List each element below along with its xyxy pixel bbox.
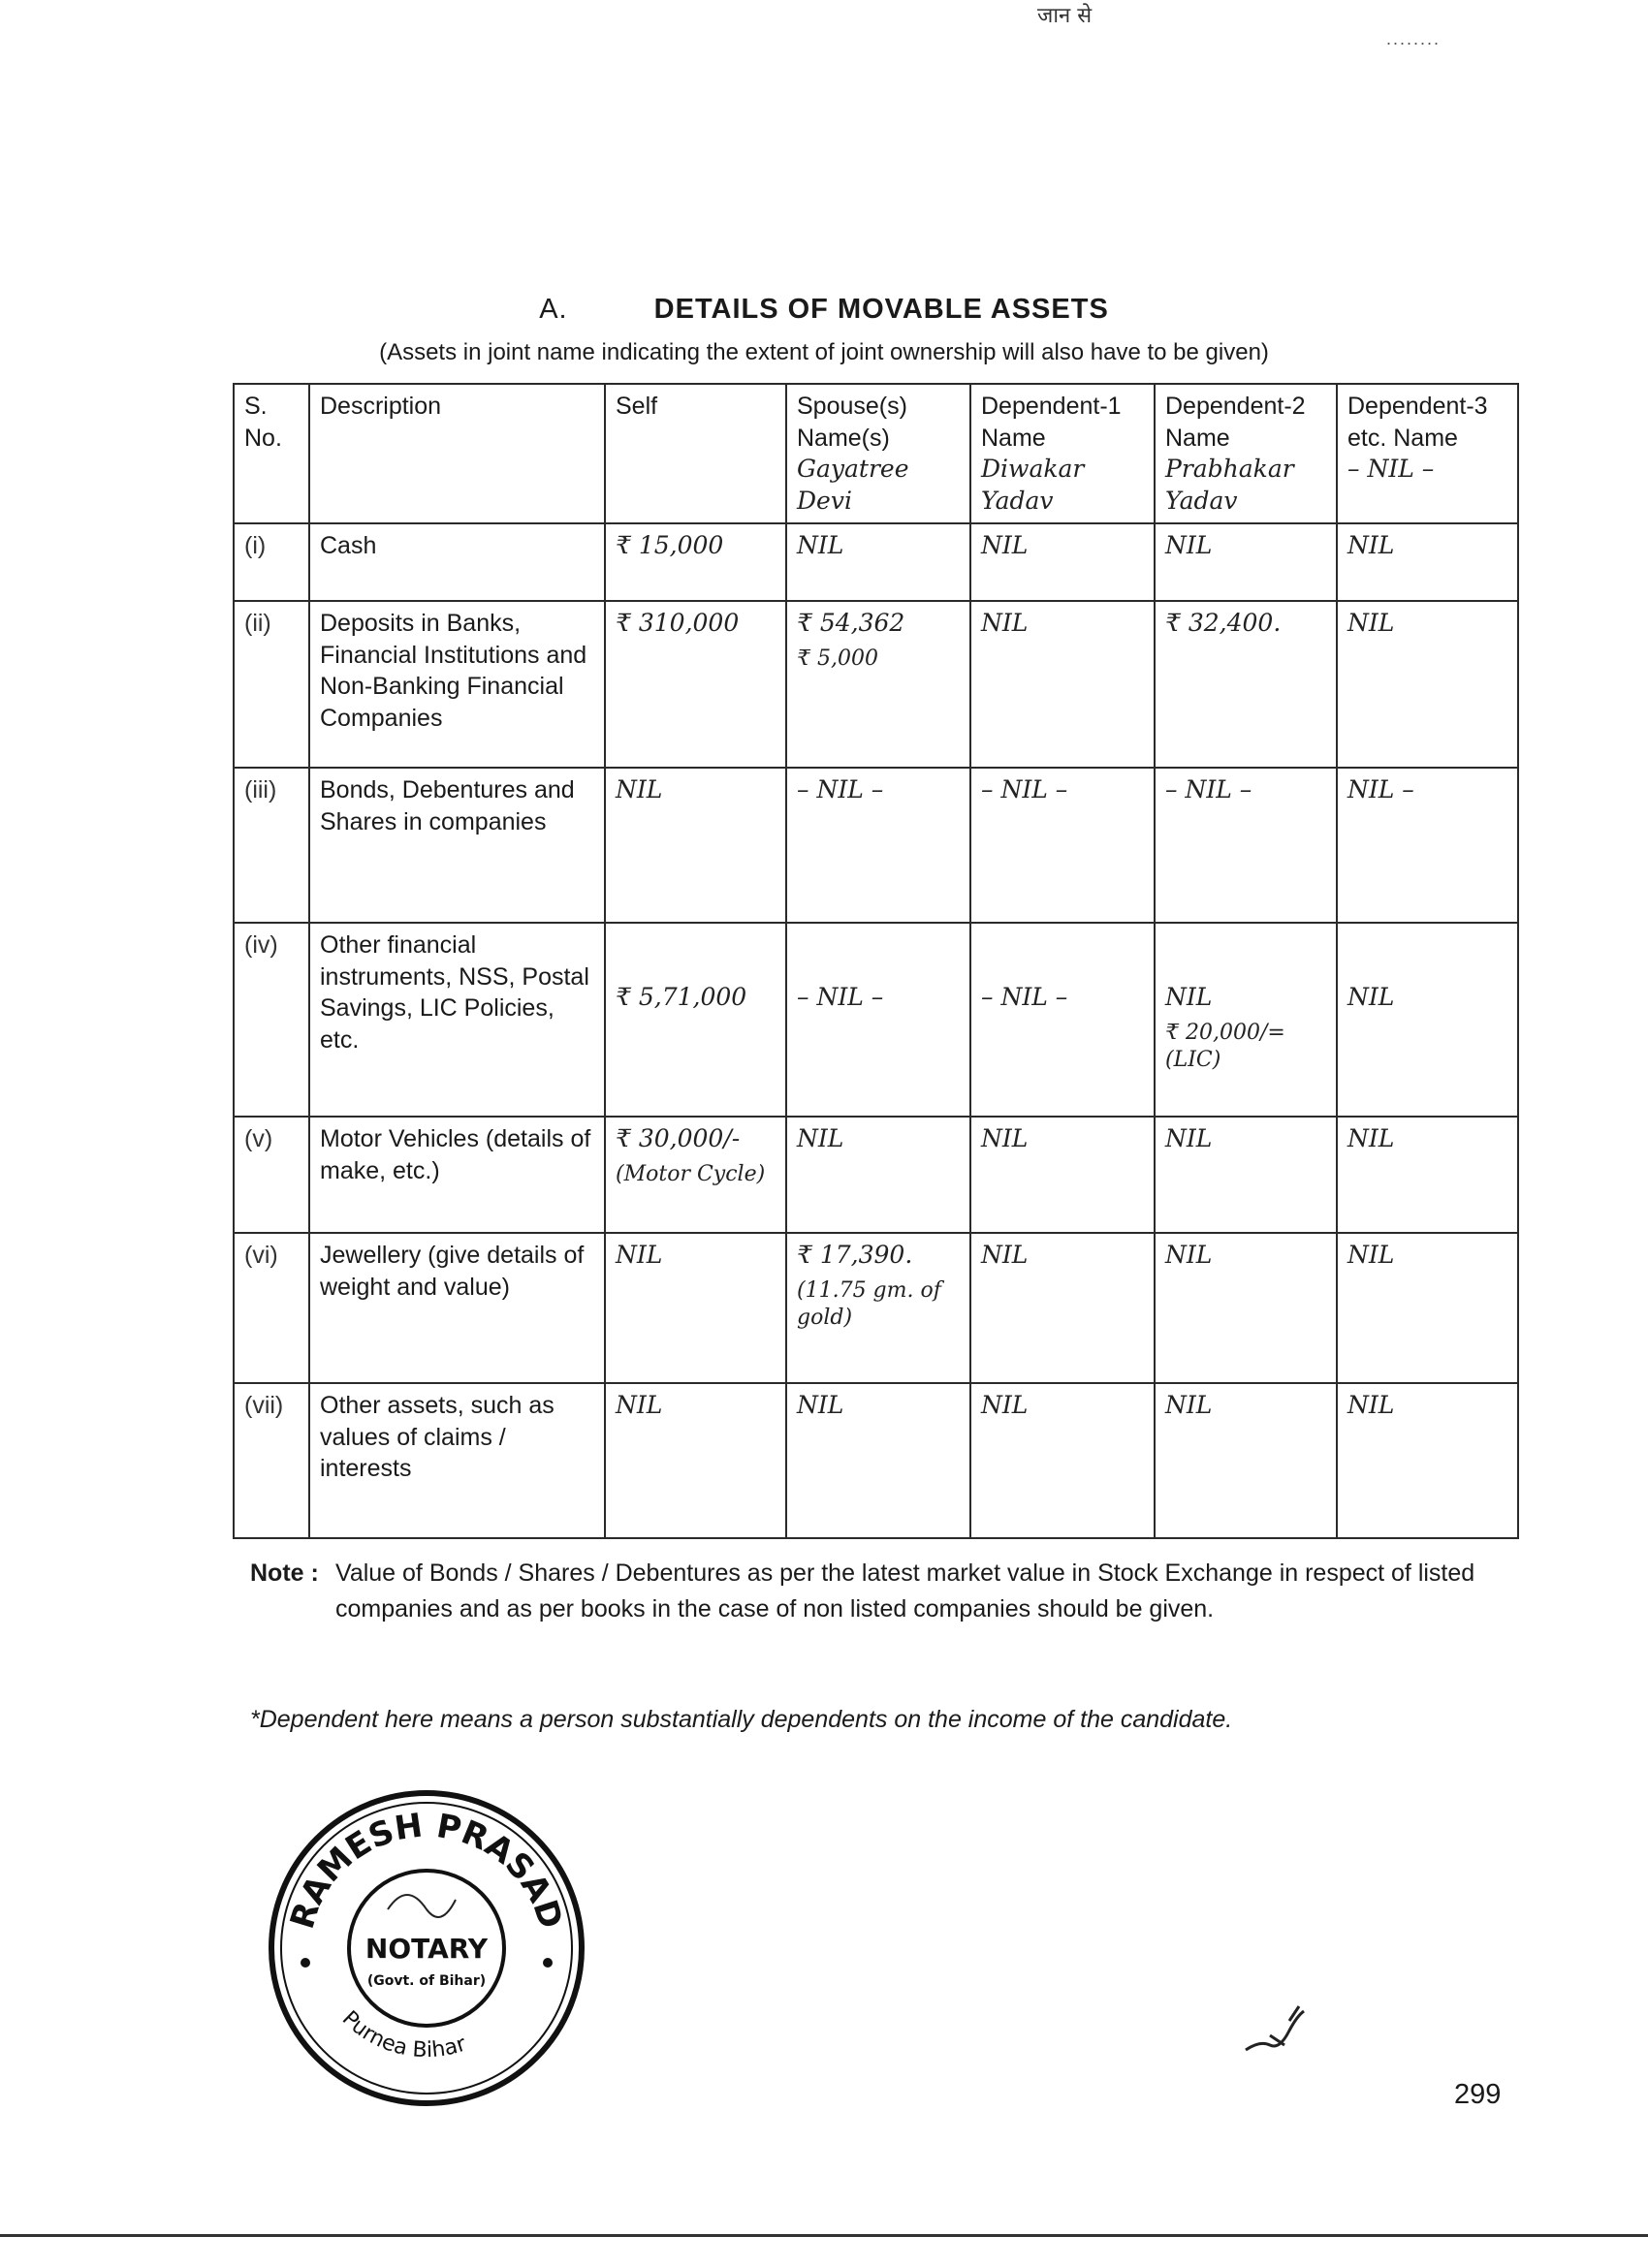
header-sno: S. No. [234, 384, 309, 523]
table-row [234, 1383, 1518, 1538]
row-dependent-1: NIL [970, 1233, 1155, 1383]
row-dependent-3: NIL [1337, 523, 1518, 601]
row-sno: (iv) [234, 923, 309, 1117]
row-dependent-3: NIL – [1337, 768, 1518, 923]
row-dependent-2: NIL [1155, 1383, 1337, 1538]
top-dots: ........ [1386, 29, 1442, 48]
header-self: Self [605, 384, 786, 523]
row-dependent-3: NIL [1337, 923, 1518, 1117]
row-dependent-1: – NIL – [970, 923, 1155, 1117]
seal-bottom-text: Purnea Bihar [336, 2006, 469, 2063]
row-spouse: – NIL – [786, 923, 970, 1117]
row-spouse: NIL [786, 1383, 970, 1538]
row-dependent-1: NIL [970, 1117, 1155, 1233]
header-dependent-1-label: Dependent-1 Name [981, 393, 1122, 452]
svg-text:Purnea Bihar [337, 2006, 470, 2063]
row-description: Other assets, such as values of claims / interests [309, 1383, 605, 1538]
header-spouse-label: Spouse(s) Name(s) [797, 393, 907, 452]
row-dependent-2 [1155, 923, 1337, 1117]
row-description: Bonds, Debentures and Shares in companies [309, 768, 605, 923]
row-description: Jewellery (give details of weight and value) [309, 1233, 605, 1383]
note-label: Note : [250, 1559, 319, 1587]
row-description: Deposits in Banks, Financial Institutions and Non-Banking Financial Companies [309, 601, 605, 768]
row-spouse [786, 1233, 970, 1383]
row-dependent-1: NIL [970, 523, 1155, 601]
row-spouse-value: ₹ 17,390. [797, 1241, 913, 1269]
signature-scribble-icon [1236, 1992, 1333, 2069]
row-description: Other financial instruments, NSS, Postal Savings, LIC Policies, etc. [309, 923, 605, 1117]
row-sno: (vii) [234, 1383, 309, 1538]
header-dependent-3-label: Dependent-3 etc. Name [1347, 393, 1488, 452]
seal-outer-text: RAMESH PRASAD [282, 1806, 571, 1934]
row-dependent-2: NIL [1155, 1233, 1337, 1383]
row-sno: (v) [234, 1117, 309, 1233]
row-self: ₹ 5,71,000 [605, 923, 786, 1117]
header-description: Description [309, 384, 605, 523]
row-spouse: NIL [786, 1117, 970, 1233]
header-dependent-1-name: Diwakar Yadav [981, 455, 1085, 515]
table-row [234, 923, 1518, 1117]
section-number: A. [539, 294, 568, 325]
section-subtitle: (Assets in joint name indicating the extent of joint ownership will also have to be given) [379, 339, 1269, 365]
note-block [250, 1556, 1515, 1626]
seal-sub-text: (Govt. of Bihar) [366, 1973, 487, 1989]
row-self: NIL [605, 1233, 786, 1383]
table-row [234, 1233, 1518, 1383]
row-dependent-2-value: NIL [1165, 983, 1213, 1011]
row-dependent-3: NIL [1337, 1117, 1518, 1233]
header-dependent-1 [970, 384, 1155, 523]
row-dependent-2: ₹ 32,400. [1155, 601, 1337, 768]
table-row [234, 1117, 1518, 1233]
seal-center-text: NOTARY [364, 1933, 489, 1965]
row-dependent-3: NIL [1337, 1383, 1518, 1538]
row-dependent-2-extra: ₹ 20,000/= (LIC) [1165, 1020, 1285, 1073]
row-self: ₹ 15,000 [605, 523, 786, 601]
header-dependent-2-name: Prabhakar Yadav [1165, 455, 1294, 515]
row-self: NIL [605, 768, 786, 923]
row-dependent-3: NIL [1337, 601, 1518, 768]
row-spouse [786, 601, 970, 768]
row-spouse: NIL [786, 523, 970, 601]
row-sno: (ii) [234, 601, 309, 768]
page-number: 299 [1454, 2079, 1502, 2110]
row-self: ₹ 310,000 [605, 601, 786, 768]
row-description: Motor Vehicles (details of make, etc.) [309, 1117, 605, 1233]
bottom-divider [0, 2234, 1648, 2237]
header-spouse [786, 384, 970, 523]
table-row [234, 523, 1518, 601]
row-spouse-value: ₹ 54,362 [797, 609, 905, 637]
row-dependent-1: NIL [970, 1383, 1155, 1538]
row-self [605, 1117, 786, 1233]
table-header-row [234, 384, 1518, 523]
section-title-text: DETAILS OF MOVABLE ASSETS [653, 294, 1109, 325]
row-self-value: ₹ 30,000/- [616, 1124, 741, 1152]
row-dependent-3: NIL [1337, 1233, 1518, 1383]
note-text: Value of Bonds / Shares / Debentures as per the latest market value in Stock Exchange in respect of listed companies and as per books in the case of non listed companies should be given. [335, 1559, 1475, 1622]
header-dependent-2 [1155, 384, 1337, 523]
row-self: NIL [605, 1383, 786, 1538]
row-sno: (i) [234, 523, 309, 601]
table-row [234, 768, 1518, 923]
row-self-extra: (Motor Cycle) [616, 1161, 766, 1186]
header-spouse-name: Gayatree Devi [797, 455, 909, 515]
row-dependent-1: – NIL – [970, 768, 1155, 923]
dependent-footnote: *Dependent here means a person substantially dependents on the income of the candidate. [250, 1706, 1233, 1733]
row-spouse: – NIL – [786, 768, 970, 923]
row-sno: (iii) [234, 768, 309, 923]
row-dependent-2: NIL [1155, 1117, 1337, 1233]
row-dependent-1: NIL [970, 601, 1155, 768]
top-handwritten-scribble: जान से [1037, 4, 1093, 28]
header-dependent-3 [1337, 384, 1518, 523]
row-dependent-2: – NIL – [1155, 768, 1337, 923]
row-dependent-2: NIL [1155, 523, 1337, 601]
section-title [0, 294, 1648, 326]
movable-assets-table [233, 383, 1519, 1539]
row-spouse-extra: ₹ 5,000 [797, 646, 878, 671]
table-row [234, 601, 1518, 768]
notary-seal-icon [262, 1783, 591, 2113]
row-spouse-extra: (11.75 gm. of gold) [797, 1277, 941, 1331]
row-sno: (vi) [234, 1233, 309, 1383]
header-dependent-3-name: – NIL – [1347, 455, 1435, 483]
row-description: Cash [309, 523, 605, 601]
header-dependent-2-label: Dependent-2 Name [1165, 393, 1306, 452]
